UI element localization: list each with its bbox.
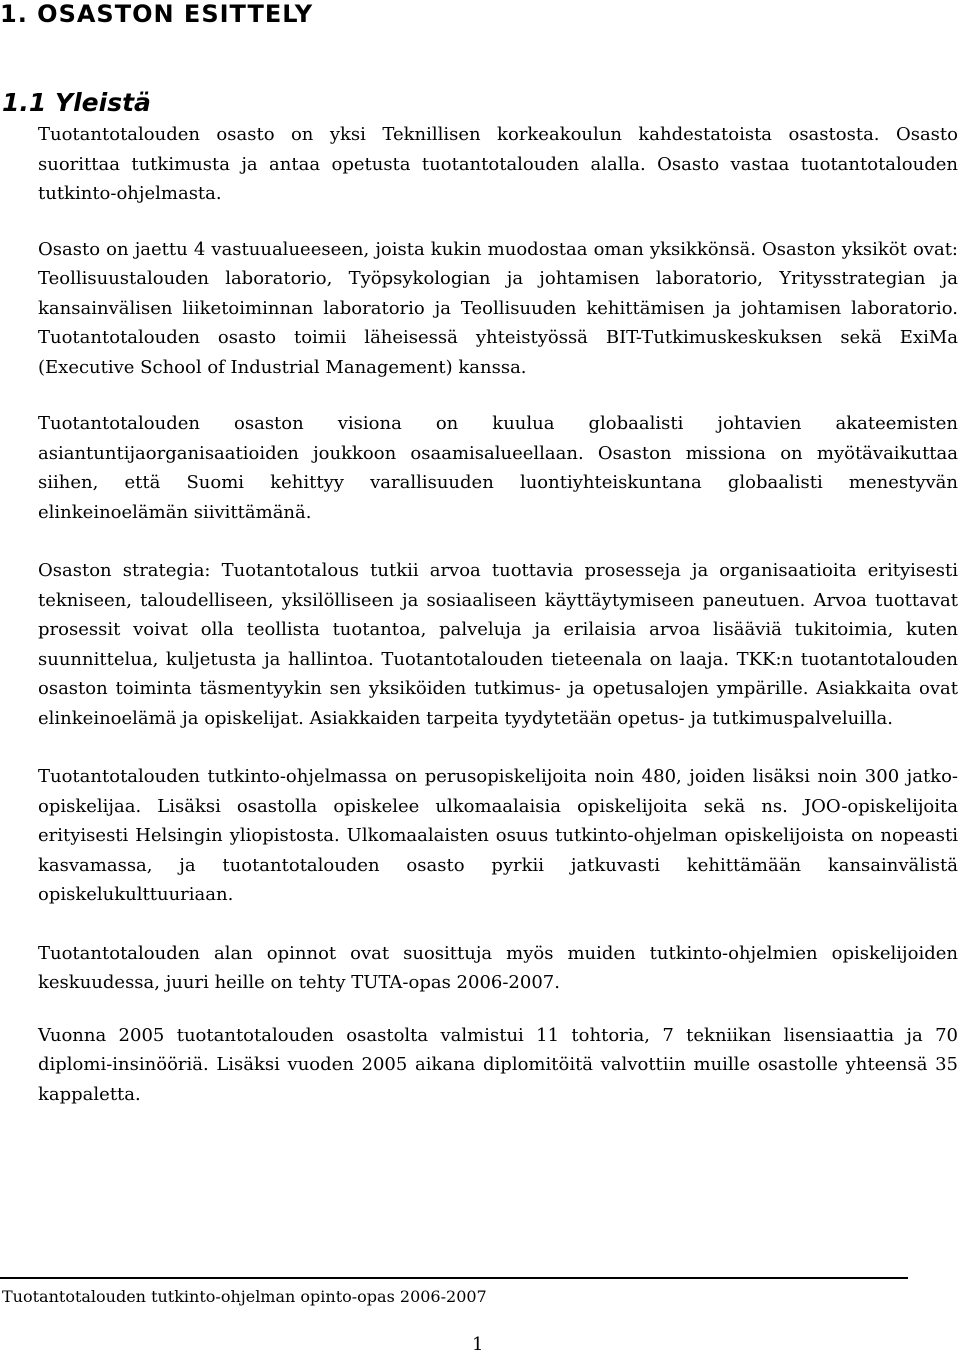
footer-divider <box>0 1277 908 1279</box>
paragraph-graduates: Vuonna 2005 tuotantotalouden osastolta valmistui 11 tohtoria, 7 tekniikan lisensiaattia ja 70 diplomi-insinööriä. Lisäksi vuoden 2005 aikana diplomitöitä valvottiin muille osastolle yhteensä 35 kappaletta. <box>38 1024 958 1105</box>
paragraph-students: Tuotantotalouden tutkinto-ohjelmassa on perusopiskelijoita noin 480, joiden lisäksi noin 300 jatko-opiskelijaa. Lisäksi osastolla opiskelee ulkomaalaisia opiskelijoita sekä ns. JOO-opiskelijoita erityisesti Helsingin yliopistosta. Ulkomaalaisten osuus tutkinto-ohjelman opiskelijoista on nopeasti kasvamassa, ja tuotantotalouden osasto pyrkii jatkuvasti kehittämään kansainvälistä opiskelukulttuuriaan. <box>38 766 958 905</box>
paragraph-studies: Tuotantotalouden alan opinnot ovat suosittuja myös muiden tutkinto-ohjelmien opiskelijoiden keskuudessa, juuri heille on tehty TUTA-opas 2006-2007. <box>38 942 958 993</box>
paragraph-vision: Tuotantotalouden osaston visiona on kuulua globaalisti johtavien akateemisten asiantuntijaorganisaatioiden joukkoon osaamisalueellaan. Osaston missiona on myötävaikuttaa siihen, että Suomi kehittyy varallisuuden luontiyhteiskuntana globaalisti menestyvän elinkeinoelämän siivittämänä. <box>38 413 958 523</box>
paragraph-units: Osasto on jaettu 4 vastuualueeseen, joista kukin muodostaa oman yksikkönsä. Osaston yksiköt ovat: Teollisuustalouden laboratorio, Työpsykologian ja johtamisen laboratorio, Yritysstrategian ja kansainvälisen liiketoiminnan laboratorio ja Teollisuuden kehittämisen ja johtamisen laboratorio. Tuotantotalouden osasto toimii läheisessä yhteistyössä BIT-Tutkimuskeskuksen sekä ExiMa (Executive School of Industrial Management) kanssa. <box>38 238 958 378</box>
footer-title: Tuotantotalouden tutkinto-ohjelman opinto-opas 2006-2007 <box>2 1287 487 1306</box>
body-text <box>38 120 958 1109</box>
page-number: 1 <box>472 1334 484 1355</box>
chapter-heading: 1. OSASTON ESITTELY <box>0 0 314 28</box>
paragraph-intro: Tuotantotalouden osasto on yksi Teknillisen korkeakoulun kahdestatoista osastosta. Osasto suorittaa tutkimusta ja antaa opetusta tuotantotalouden alalla. Osasto vastaa tuotantotalouden tutkinto-ohjelmasta. <box>38 124 958 204</box>
section-heading: 1.1 Yleistä <box>2 88 151 117</box>
paragraph-strategy: Osaston strategia: Tuotantotalous tutkii arvoa tuottavia prosesseja ja organisaatioita erityisesti tekniseen, taloudelliseen, yksilölliseen ja sosiaaliseen käyttäytymiseen paneutuen. Arvoa tuottavat prosessit voivat olla teollista tuotantoa, palveluja ja erilaisia arvoa lisääviä tukitoimia, kuten suunnittelua, kuljetusta ja hallintoa. Tuotantotalouden tieteenala on laaja. TKK:n tuotantotalouden osaston toiminta täsmentyykin sen yksiköiden tutkimus- ja opetusalojen ympärille. Asiakkaita ovat elinkeinoelämä ja opiskelijat. Asiakkaiden tarpeita tyydytetään opetus- ja tutkimuspalveluilla. <box>38 560 958 729</box>
